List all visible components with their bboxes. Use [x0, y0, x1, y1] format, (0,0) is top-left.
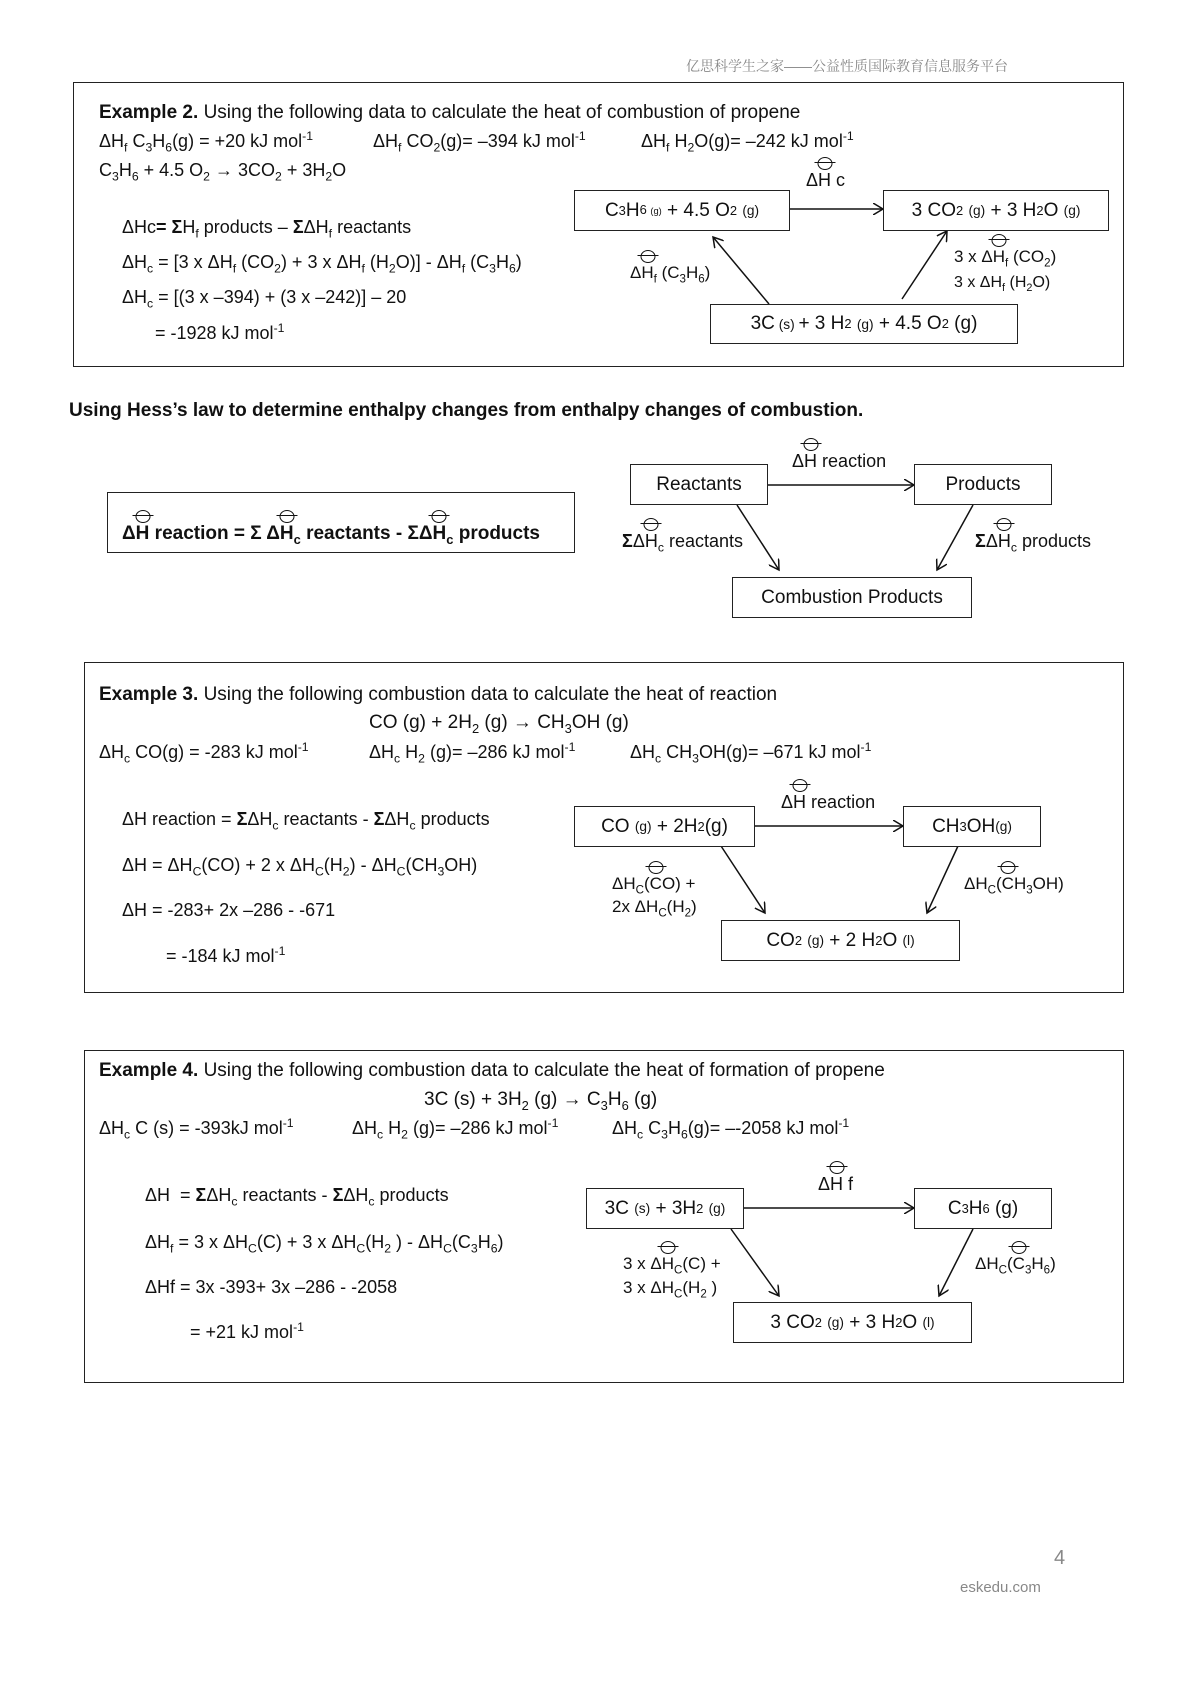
hess-node-products: Products — [914, 464, 1052, 505]
example-2-value-propene: +20 kJ mol — [214, 131, 303, 151]
example-2-cycle-right-label-1: 3 x $\Delta H_f$ $(CO_2)$ — [954, 247, 1057, 270]
example-4-node-reactants: 3C (s) + 3H 2 (g) — [586, 1188, 744, 1229]
example-4-value-h2: –286 kJ mol — [450, 1118, 548, 1138]
example-3-step-2: $\Delta H = \Delta H_C(CO) + 2$ x $\Delta H_C(H_2) - \Delta H_C(CH_3OH)$ — [122, 855, 478, 879]
example-3-cycle-left-label-1: $\Delta H_C(CO)$ + — [612, 874, 696, 897]
example-2-cycle-left-label: $\Delta H_f$ $(C_3H_6)$ — [630, 263, 711, 286]
hess-node-combustion-products: Combustion Products — [732, 577, 972, 618]
example-3-value-h2: –286 kJ mol — [467, 742, 565, 762]
example-4-step-3: ΔHf = 3x -393+ 3x –286 - -2058 — [145, 1277, 398, 1297]
example-2-label: Example 2. — [99, 102, 199, 123]
example-2-step-1: $\Delta Hc= \Sigma H_f$ products – $\Sigma\Delta H_f$ reactants — [122, 217, 412, 241]
hess-node-reactants: Reactants — [630, 464, 768, 505]
example-3-prompt: Using the following combustion data to calculate the heat of reaction — [203, 684, 778, 705]
example-3-result: = -184 kJ mol$^{-1}$ — [166, 944, 286, 966]
example-2-value-co2: –394 kJ mol — [477, 131, 575, 151]
hess-cycle-right-label: $\Sigma\Delta H_c$ products — [975, 531, 1092, 555]
example-2-step-3: $\Delta H_c = [(3$ x –394) + (3 x –242)] – 20 — [122, 287, 407, 311]
example-4-result: = +21 kJ mol$^{-1}$ — [190, 1320, 304, 1342]
example-3-label: Example 3. — [99, 684, 199, 705]
hess-formula: ΔH reaction = Σ $\Delta H_c$ reactants - $\Sigma\Delta H_c$ products — [122, 523, 540, 547]
example-4-equation: 3C $(s) + 3H_2$ $(g) \to C_3H_6$ (g) — [424, 1089, 658, 1113]
example-3-node-product: CH 3 OH (g) — [903, 806, 1041, 847]
example-2-prompt: Using the following data to calculate the heat of combustion of propene — [203, 102, 801, 123]
example-3-step-3: ΔH = -283+ 2x –286 - -671 — [122, 900, 336, 920]
example-3-cycle-right-label: $\Delta H_C(CH_3OH)$ — [964, 874, 1064, 897]
example-4-node-combustion-products: 3 CO 2 (g) + 3 H 2 O (l) — [733, 1302, 972, 1343]
example-2-cycle-right-label-2: 3 x $\Delta H_f$ $(H_2O)$ — [954, 274, 1051, 295]
example-3-node-combustion-products: CO 2 (g) + 2 H 2 O (l) — [721, 920, 960, 961]
example-2-value-h2o: –242 kJ mol — [745, 131, 843, 151]
example-2-data-h2o: $\Delta H_f$ $H_2O(g)= -242$ kJ mol$^{-1}$ — [641, 129, 854, 155]
header-site-title: 亿思科学生之家——公益性质国际教育信息服务平台 — [686, 58, 1008, 74]
section-heading: Using Hess’s law to determine enthalpy changes from enthalpy changes of combustion. — [69, 400, 864, 421]
example-4-label: Example 4. — [99, 1060, 199, 1081]
example-4-cycle-left-label-2: 3 x $\Delta H_C(H_2$ ) — [623, 1278, 718, 1301]
example-4-data-h2: $\Delta H_c$ $H_2$ (g)= –286 kJ mol$^{-1}$ — [352, 1116, 559, 1142]
example-2-data-co2: $\Delta H_f$ $CO_2(g)= -394$ kJ mol$^{-1}$ — [373, 129, 586, 155]
example-2-cycle-top-label: ΔH c — [806, 170, 846, 190]
example-3-data-h2: $\Delta H_c$ $H_2$ (g)= –286 kJ mol$^{-1}$ — [369, 740, 576, 766]
example-2-node-elements: 3C (s) + 3 H 2 (g) + 4.5 O 2 (g) — [710, 304, 1018, 344]
example-2-equation: $C_3H_6 + 4.5$ $O_2 \to 3CO_2 + 3H_2O$ — [99, 160, 347, 184]
example-3-value-co: -283 kJ mol — [204, 742, 298, 762]
example-3-node-reactants: CO (g) + 2H 2 (g) — [574, 806, 755, 847]
example-4-value-c: -393kJ mol — [194, 1118, 283, 1138]
hess-cycle-top-label: ΔH reaction — [792, 451, 887, 471]
example-4-value-propene: –-2058 kJ mol — [725, 1118, 839, 1138]
example-2-result: = -1928 kJ mol$^{-1}$ — [155, 321, 285, 343]
example-2-data-propene: $\Delta H_f$ $C_3H_6(g) = +20$ kJ mol$^{-1}$ — [99, 129, 314, 155]
example-3-step-1: ΔH reaction = $\Sigma\Delta H_c$ reactants - $\Sigma\Delta H_c$ products — [122, 809, 490, 833]
example-4-cycle-left-label-1: 3 x $\Delta H_C(C)$ + — [623, 1254, 721, 1277]
hess-cycle-left-label: $\Sigma\Delta H_c$ reactants — [622, 531, 744, 555]
example-2-node-products: 3 CO 2 (g) + 3 H 2 O (g) — [883, 190, 1109, 231]
example-3-data-co: $\Delta H_c$ CO(g) = -283 kJ mol$^{-1}$ — [99, 740, 309, 766]
example-4-data-propene: $\Delta H_c$ $C_3H_6(g)= --2058$ kJ mol$^{-1}$ — [612, 1116, 850, 1142]
example-4-step-2: $\Delta H_f = 3$ x $\Delta H_C(C) + 3$ x $\Delta H_C(H_2$ ) - $\Delta H_C(C_3H_6)$ — [145, 1232, 504, 1256]
example-3-cycle-left-label-2: 2x $\Delta H_C(H_2)$ — [612, 897, 697, 920]
example-4-cycle-right-label: $\Delta H_C(C_3H_6)$ — [975, 1254, 1056, 1277]
example-4-node-product: C 3 H 6 (g) — [914, 1188, 1052, 1229]
example-3-value-ch3oh: –671 kJ mol — [763, 742, 861, 762]
example-3-data-ch3oh: $\Delta H_c$ $CH_3OH(g)= -671$ kJ mol$^{-1}$ — [630, 740, 872, 766]
footer-site: eskedu.com — [960, 1579, 1041, 1596]
page-number: 4 — [1054, 1547, 1066, 1569]
example-4-data-c: $\Delta H_c$ C (s) = -393kJ mol$^{-1}$ — [99, 1116, 294, 1142]
example-4-cycle-top-label: ΔH f — [818, 1174, 854, 1194]
example-3-equation: CO $(g) + 2H_2$ $(g) \to CH_3OH$ (g) — [369, 712, 629, 736]
example-2-step-2: $\Delta H_c = [3$ x $\Delta H_f$ $(CO_2) + 3$ x $\Delta H_f$ $(H_2O)] - \Delta H_f$ $(C_3H_6)$ — [122, 252, 522, 276]
example-3-cycle-top-label: ΔH reaction — [781, 792, 876, 812]
example-2-node-reactants: C 3 H 6 (g) + 4.5 O 2 (g) — [574, 190, 790, 231]
example-4-prompt: Using the following combustion data to calculate the heat of formation of propene — [203, 1060, 885, 1081]
example-4-step-1: $\Delta H = \Sigma\Delta H_c$ reactants - $\Sigma\Delta H_c$ products — [145, 1185, 449, 1209]
